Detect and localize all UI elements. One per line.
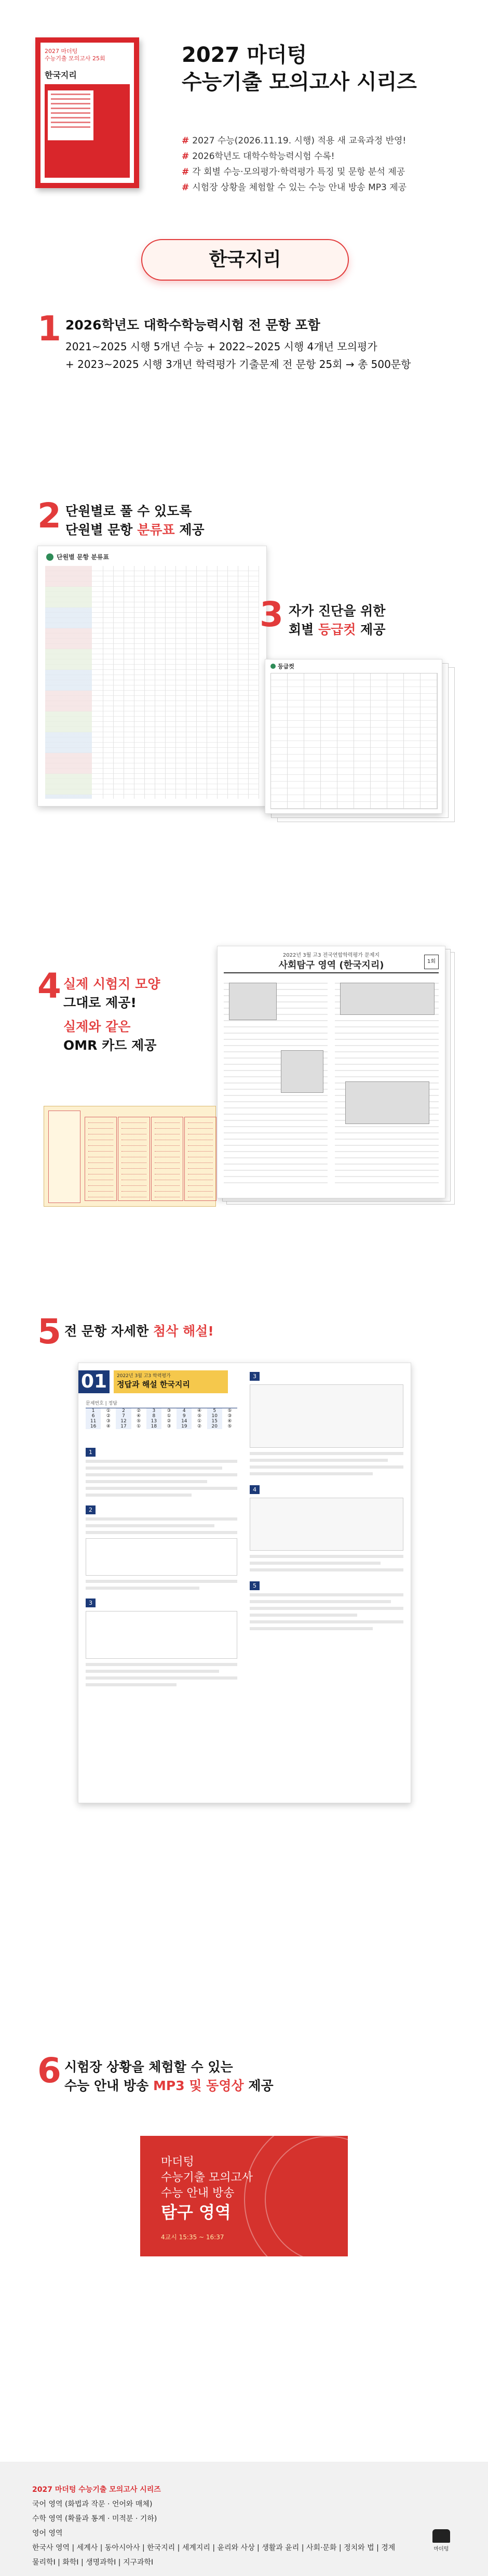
map-figure — [340, 983, 435, 1015]
question-block: 3 — [250, 1370, 403, 1475]
section2-headline: 단원별로 풀 수 있도록 단원별 문항 분류표 제공 — [65, 504, 205, 537]
section-number-4: 4 — [37, 966, 61, 1006]
section-number-3: 3 — [260, 595, 283, 635]
grade-logo-icon — [270, 664, 276, 669]
brand-logo: 마더텅 — [429, 2529, 454, 2552]
mp3-cover — [140, 2136, 348, 2256]
footer-title: 2027 마더텅 수능기출 모의고사 시리즈 — [32, 2486, 161, 2494]
exam-badge: 1회 — [424, 955, 439, 969]
section3-headline: 자가 진단을 위한 회별 등급컷 제공 — [289, 603, 386, 637]
cover-red-block — [45, 84, 130, 178]
feature-item: # 2026학년도 대학수학능력시험 수록! — [182, 151, 335, 162]
map-figure — [229, 983, 277, 1020]
explanation-left-column — [86, 1446, 237, 1690]
feature-item: # 각 회별 수능·모의평가·학력평가 특징 및 문항 분석 제공 — [182, 167, 405, 177]
question-block: 2 — [86, 1504, 237, 1590]
map-figure — [345, 1081, 429, 1124]
map-figure — [281, 1050, 323, 1093]
section5-headline: 전 문항 자세한 첨삭 해설! — [64, 1324, 214, 1339]
explanation-right-column — [250, 1370, 403, 1634]
cover-subject: 한국지리 — [45, 70, 77, 80]
section6-headline: 시험장 상황을 체험할 수 있는 수능 안내 방송 MP3 및 동영상 제공 — [64, 2059, 274, 2093]
feature-item: # 2027 수능(2026.11.19. 시행) 적용 새 교육과정 반영! — [182, 136, 406, 146]
exam-title: 사회탐구 영역 (한국지리) — [278, 960, 384, 971]
hash-icon: # — [182, 182, 189, 193]
table-grid — [45, 566, 259, 799]
section1-headline: 2026학년도 대학수학능력시험 전 문항 포함 — [65, 318, 320, 333]
hero-title-line2: 수능기출 모의고사 시리즈 — [182, 70, 417, 94]
hash-icon: # — [182, 151, 189, 162]
footer — [0, 2462, 488, 2576]
subject-pill: 한국지리 — [141, 239, 349, 281]
hero-title-line1: 2027 마더텅 — [182, 43, 307, 67]
book-cover — [35, 37, 139, 188]
question-block: 3 — [86, 1597, 237, 1686]
answer-table: 문제번호 | 정답 1 ① 2 ② 3 ③ 4 ④ 5 ⑤ 6 ② 7 ④ 8 ① 9 ⑤ 10 ③ 11 ③ 12 ⑤ 13 ② 14 ① 15 ④ 16 ④ 17 ① 18 ③ 19 ② 20 ⑤ — [86, 1399, 237, 1429]
section-number-1: 1 — [37, 309, 61, 349]
feature-item: # 시험장 상황을 체험할 수 있는 수능 안내 방송 MP3 제공 — [182, 182, 407, 193]
table-title: 단원별 문항 분류표 — [57, 553, 110, 561]
hero-title — [182, 42, 417, 96]
section-number-6: 6 — [37, 2051, 61, 2091]
exam-paper — [217, 946, 445, 1198]
cover-series: 2027 마더텅 수능기출 모의고사 25회 — [45, 48, 105, 62]
question-block: 4 — [250, 1484, 403, 1571]
hash-icon: # — [182, 136, 189, 146]
section-number-2: 2 — [37, 496, 61, 536]
hash-icon: # — [182, 167, 189, 177]
brand-logo-icon — [432, 2529, 450, 2543]
page-number: 01 — [78, 1370, 110, 1393]
grade-cut-grid — [270, 673, 438, 809]
section-number-5: 5 — [37, 1312, 61, 1352]
explanation-spread — [78, 1363, 411, 1803]
section1-line2: 2021~2025 시행 5개년 수능 + 2022~2025 시행 4개년 모의평가 — [65, 340, 377, 353]
mp3-cover-time: 4교시 15:35 ~ 16:37 — [161, 2234, 224, 2241]
grade-cut-table — [265, 659, 442, 814]
question-block: 1 — [86, 1446, 237, 1497]
footer-text: 2027 마더텅 수능기출 모의고사 시리즈 국어 영역 (화법과 작문 · 언어와 매체) 수학 영역 (확률과 통계 · 미적분 · 기하) 영어 영역 한국사 영역 | 세계사 | 동아시아사 | 한국지리 | 세계지리 | 윤리와 사상 | 생활과 윤리 | 사회·문화 | 정치와 법 | 경제 물리학Ⅰ | 화학Ⅰ | 생명과학Ⅰ | 지구과학Ⅰ — [32, 2482, 395, 2570]
exam-column-left — [224, 977, 328, 1185]
mp3-cover-text: 마더텅 수능기출 모의고사 수능 안내 방송 탐구 영역 — [161, 2156, 253, 2222]
question-block: 5 — [250, 1580, 403, 1630]
page-title-bar: 2022년 3월 고3 학력평가 정답과 해설 한국지리 — [114, 1370, 228, 1393]
cover-info-box — [48, 90, 93, 140]
exam-column-right — [335, 977, 439, 1185]
grade-cut-label: 등급컷 — [278, 663, 294, 670]
omr-card — [44, 1106, 216, 1207]
section1-line3: + 2023~2025 시행 3개년 학력평가 기출문제 전 문항 25회 → 총 500문항 — [65, 358, 411, 371]
feature-list — [182, 133, 406, 195]
table-logo-icon — [46, 553, 53, 561]
exam-header: 2022년 3월 고3 전국연합학력평가 문제지 — [282, 953, 380, 958]
omr-name-box — [48, 1111, 80, 1203]
section4-headline: 실제 시험지 모양 그대로 제공! 실제와 같은 OMR 카드 제공 — [63, 976, 160, 1053]
unit-classification-table — [37, 546, 267, 807]
